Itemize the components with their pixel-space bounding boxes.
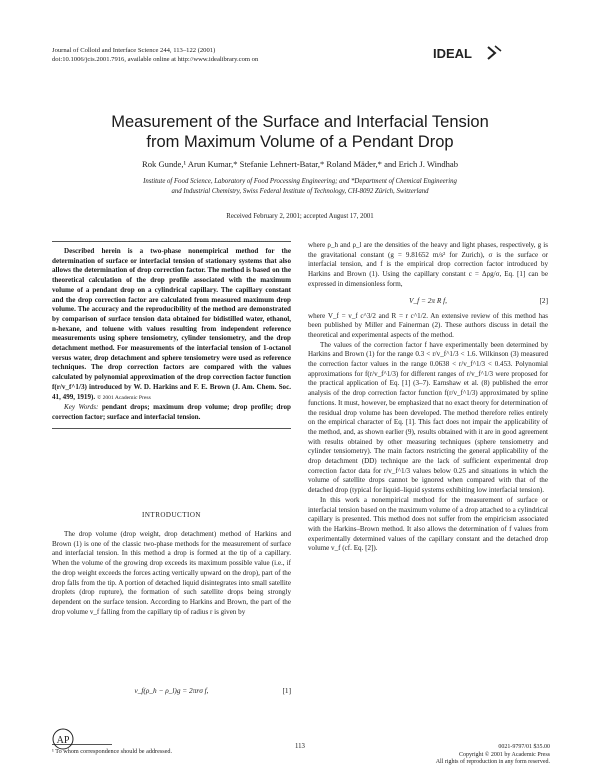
authors: Rok Gunde,¹ Arun Kumar,* Stefanie Lehnert-Batar,* Roland Mäder,* and Erich J. Windhab bbox=[141, 159, 459, 169]
equation-1 bbox=[52, 686, 291, 696]
page-number: 113 bbox=[295, 743, 305, 750]
intro-paragraph-1: The drop volume (drop weight, drop detachment) method of Harkins and Brown (1) is one of the classic two-phase methods for the measurement of surface and interfacial tension. In this method a drop is formed at the tip of a capillary. When the volume of the growing drop exceeds its maximum possible value (i.e., if the drop weight exceeds the forces acting vertically upward on the drop), part of the drop falls from the tip. A portion of detached liquid disintegrates into small satellite droplets (drop rupture), the formation of such satellite drops being strongly dependent on the surface tension. According to Harkins and Brown, the part of the drop volume v_f falling from the capillary tip of radius r is given by bbox=[52, 530, 291, 616]
ideal-logo bbox=[433, 44, 505, 62]
copyright-notice bbox=[410, 744, 550, 767]
paper-title bbox=[70, 112, 530, 152]
abstract-text: Described herein is a two-phase nonempirical method for the determination of surface or interfacial tension of stationary systems that also allows the determination of drop correction factor. The method is based on the theoretical calculation of the drop profile associated with the maximum volume of a pendant drop on a cylindrical capillary. The capillary constant and the drop correction factor are calculated from measured maximum drop volume. The accuracy and the reproducibility of the method are demonstrated by comparison of surface tension data obtained for bidistilled water, ethanol, n-hexane, and toluene with values resulting from independent reference measurements using sphere tensiometry, cylinder tensiometry, and the drop detachment method. For measurements of the interfacial tension of 1-octanol versus water, drop detachment and sphere tensiometry were used as reference techniques. The drop correction factors are compared with the values calculated by polynomial approximation of the drop correction factor function f(r/v_f^1/3) introduced by W. D. Harkins and F. E. Brown (J. Am. Chem. Soc. 41, 499, 1919). bbox=[52, 247, 291, 401]
equation-2-expression: V_f = 2π R f, bbox=[409, 295, 447, 305]
keywords-text: pendant drops; maximum drop volume; drop profile; drop correction factor; surface and interfacial tension. bbox=[52, 403, 292, 421]
publisher-logo bbox=[52, 728, 74, 750]
journal-line-2: doi:10.1006/jcis.2001.7916, available online at http://www.idealibrary.com on bbox=[52, 55, 259, 63]
introduction-heading: INTRODUCTION bbox=[142, 511, 201, 519]
right-paragraph-2: where V_f = v_f c^3/2 and R = r c^1/2. An extensive review of this method has been published by Miller and Fainerman (2). These authors discuss in detail the theoretical and experimental aspects of the method. bbox=[308, 311, 548, 339]
equation-2 bbox=[308, 290, 548, 312]
right-paragraph-4: In this work a nonempirical method for the measurement of surface or interfacial tension based on the maximum volume of a drop attached to a cylindrical capillary is presented. This method does not suffer from the empiricism associated with the Harkins–Brown method. It also allows the determination of f values from experimentally determined values of the capillary constant and the detached drop volume v_f (cf. Eq. [2]). bbox=[308, 495, 548, 553]
affiliation-line-1: Institute of Food Science, Laboratory of Food Processing Engineering; and *Department of Chemical Engineering bbox=[143, 178, 457, 185]
introduction-body bbox=[52, 530, 291, 617]
equation-2-number: [2] bbox=[539, 295, 548, 305]
ideal-logo-text: IDEAL bbox=[433, 46, 472, 61]
right-paragraph-1: where ρ_h and ρ_l are the densities of the heavy and light phases, respectively, g is the gravitational constant (g = 9.81652 m/s² for Zurich), σ is the surface or interfacial tension, and f is the empirical drop correction factor introduced by Harkins and Brown (1). Using the capillary constant c = Δρg/σ, Eq. [1] can be expressed in dimensionless form, bbox=[308, 241, 548, 288]
right-paragraph-3: The values of the correction factor f have experimentally been determined by Harkins and Brown (1) for the range 0.3 < r/v_f^1/3 < 1.6. Wilkinson (3) measured the correction factor values in the range 0.0638 < r/v_f^1/3 < 0.453. Polynomial approximations for f(r/v_f^1/3) for different ranges of r/v_f^1/3 were proposed for the practical application of Eq. [1] (3–7). Earnshaw et al. (8) published the error analysis of the drop correction factor function f(r/v_f^1/3) approximated by spline functions. It must, however, be emphasized that no exact theory for determination of the residual drop volume has been developed. The method therefore relies entirely on the empirical character of Eq. [1]. This fact does not impair the applicability of the method, and, as shown earlier (9), results obtained with it are in good agreement with results obtained by other measuring techniques (sphere tensiometry and cylinder tensiometry). The main factors restricting the general applicability of the drop detachment (DD) technique are the lack of sufficient experimental drop correction factor data for r/v_f^1/3 values below 0.25 and situations in which the volume of satellite drops cannot be ignored when compared with that of the detached drop (typical for liquid–liquid systems exhibiting low interfacial tension). bbox=[308, 340, 548, 495]
abstract-section bbox=[52, 241, 291, 429]
footnote: ¹ To whom correspondence should be addressed. bbox=[52, 748, 173, 755]
title-line-2: from Maximum Volume of a Pendant Drop bbox=[146, 133, 454, 151]
equation-1-expression: v_f(ρ_h − ρ_l)g = 2πrσ f, bbox=[134, 686, 209, 695]
equation-1-number: [1] bbox=[282, 686, 291, 695]
publisher-logo-text: AP bbox=[56, 735, 70, 746]
copyright-line-2: Copyright © 2001 by Academic Press bbox=[458, 751, 550, 758]
copyright-line-3: All rights of reproduction in any form reserved. bbox=[435, 759, 550, 766]
affiliation bbox=[90, 177, 510, 196]
keywords-label: Key Words: bbox=[64, 403, 99, 412]
journal-line-1: Journal of Colloid and Interface Science 244, 113–122 (2001) bbox=[52, 47, 216, 54]
right-column bbox=[308, 241, 548, 554]
title-line-1: Measurement of the Surface and Interfacial Tension bbox=[111, 113, 489, 131]
abstract-copyright: © 2001 Academic Press bbox=[96, 394, 151, 401]
affiliation-line-2: and Industrial Chemistry, Swiss Federal Institute of Technology, CH-8092 Zürich, Switzerland bbox=[171, 187, 429, 195]
copyright-line-1: 0021-9797/01 $35.00 bbox=[498, 744, 550, 750]
received-dates: Received February 2, 2001; accepted August 17, 2001 bbox=[226, 213, 374, 220]
journal-citation bbox=[52, 47, 352, 65]
